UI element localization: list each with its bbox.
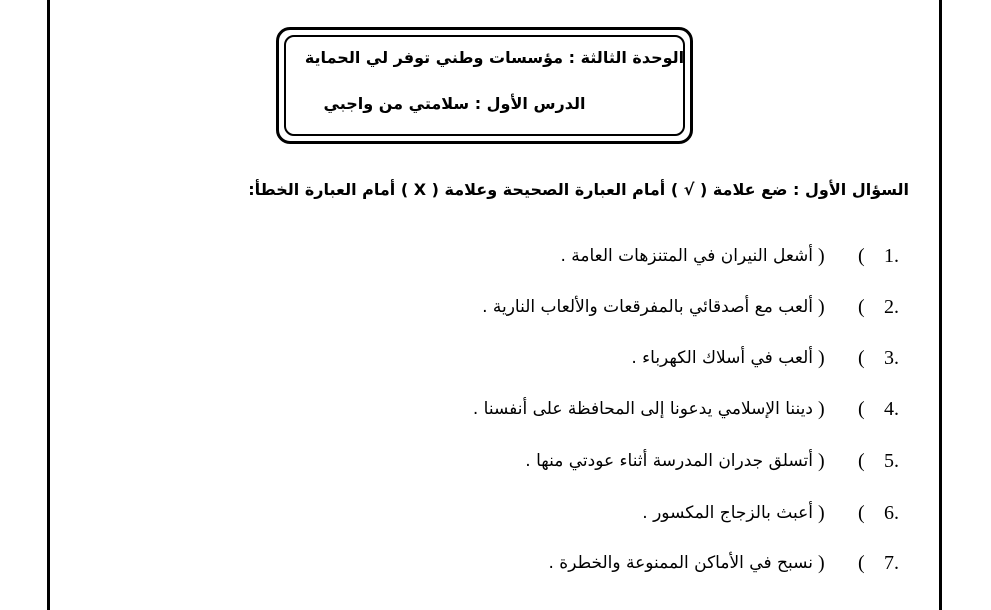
answer-paren-open[interactable]: ( [858, 552, 865, 574]
item-number: 3. [884, 347, 899, 369]
item-number: 2. [884, 296, 899, 318]
question-item-6 [0, 502, 991, 532]
answer-paren-close[interactable]: ) [818, 450, 825, 472]
item-text: أعبث بالزجاج المكسور . [642, 503, 813, 523]
question-heading: السؤال الأول : ضع علامة ( √ ) أمام العبارة الصحيحة وعلامة ( X ) أمام العبارة الخطأ: [248, 180, 909, 199]
question-item-1 [0, 245, 991, 275]
question-item-2 [0, 296, 991, 326]
answer-paren-close[interactable]: ) [818, 398, 825, 420]
answer-paren-close[interactable]: ) [818, 245, 825, 267]
answer-paren-open[interactable]: ( [858, 450, 865, 472]
item-number: 1. [884, 245, 899, 267]
item-number: 7. [884, 552, 899, 574]
item-text: أشعل النيران في المتنزهات العامة . [560, 246, 813, 266]
item-number: 6. [884, 502, 899, 524]
lesson-title: الدرس الأول : سلامتي من واجبي [323, 94, 586, 113]
answer-paren-open[interactable]: ( [858, 398, 865, 420]
item-text: ألعب في أسلاك الكهرباء . [631, 348, 813, 368]
answer-paren-close[interactable]: ) [818, 347, 825, 369]
answer-paren-close[interactable]: ) [818, 502, 825, 524]
title-box [276, 27, 693, 144]
answer-paren-close[interactable]: ) [818, 296, 825, 318]
question-item-5 [0, 450, 991, 480]
item-text: ألعب مع أصدقائي بالمفرقعات والألعاب النارية . [482, 297, 813, 317]
item-number: 5. [884, 450, 899, 472]
item-text: نسبح في الأماكن الممنوعة والخطرة . [548, 553, 813, 573]
question-item-4 [0, 398, 991, 428]
answer-paren-open[interactable]: ( [858, 502, 865, 524]
question-item-3 [0, 347, 991, 377]
item-text: ديننا الإسلامي يدعونا إلى المحافظة على أنفسنا . [472, 399, 813, 419]
item-number: 4. [884, 398, 899, 420]
answer-paren-open[interactable]: ( [858, 245, 865, 267]
question-item-7 [0, 552, 991, 582]
answer-paren-close[interactable]: ) [818, 552, 825, 574]
answer-paren-open[interactable]: ( [858, 296, 865, 318]
answer-paren-open[interactable]: ( [858, 347, 865, 369]
item-text: أتسلق جدران المدرسة أثناء عودتي منها . [525, 451, 813, 471]
unit-title: الوحدة الثالثة : مؤسسات وطني توفر لي الحماية [304, 48, 685, 67]
